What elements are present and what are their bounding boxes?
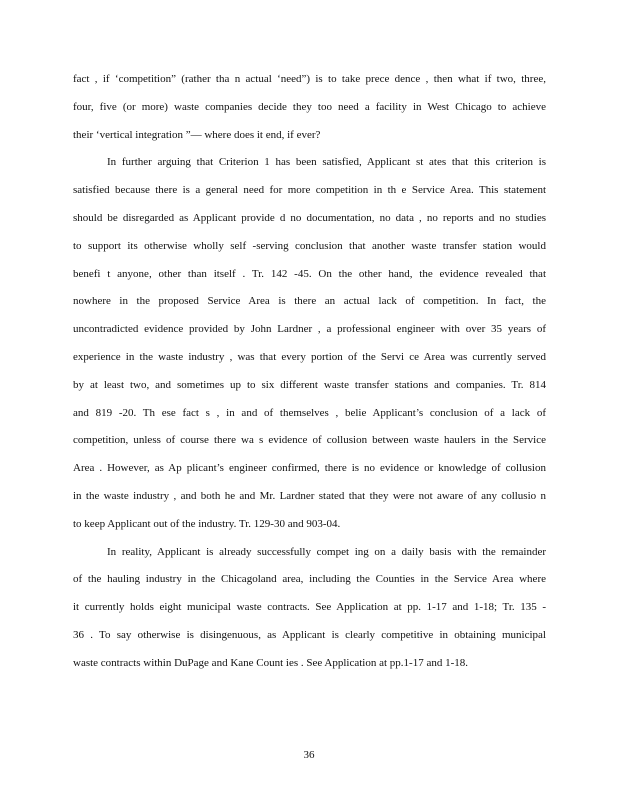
text-line: fact , if ‘competition” (rather tha n actual ‘need”) is to take prece dence , then what if two, three, — [73, 73, 546, 85]
text-line: in the waste industry , and both he and Mr. Lardner stated that they were not aware of any collusio n — [73, 489, 546, 502]
text-line: Area . However, as Ap plicant’s engineer confirmed, there is no evidence or knowledge of collusion — [73, 462, 546, 475]
text-line: by at least two, and sometimes up to six different waste transfer stations and companies. Tr. 814 — [73, 378, 546, 391]
text-line: nowhere in the proposed Service Area is there an actual lack of competition. In fact, the — [73, 295, 546, 308]
text-line: and 819 -20. Th ese fact s , in and of themselves , belie Applicant’s conclusion of a lack of — [73, 406, 546, 419]
text-line: benefi t anyone, other than itself . Tr. 142 -45. On the other hand, the evidence revealed that — [73, 267, 546, 280]
text-line: it currently holds eight municipal waste contracts. See Application at pp. 1-17 and 1-18; Tr. 135 - — [73, 601, 546, 614]
text-line: of the hauling industry in the Chicagoland area, including the Counties in the Service Area where — [73, 573, 546, 586]
text-line: to keep Applicant out of the industry. Tr. 129-30 and 903-04. — [73, 517, 341, 530]
text-line: In reality, Applicant is already successfully compet ing on a daily basis with the remainder — [107, 545, 546, 558]
text-line: competition, unless of course there wa s evidence of collusion between waste haulers in the Service — [73, 434, 546, 447]
text-line: four, five (or more) waste companies decide they too need a facility in West Chicago to achieve — [73, 100, 546, 113]
body-text — [73, 69, 546, 681]
text-line: waste contracts within DuPage and Kane Count ies . See Application at pp.1-17 and 1-18. — [73, 656, 468, 669]
text-line: to support its otherwise wholly self -serving conclusion that another waste transfer station would — [73, 239, 546, 252]
text-line: In further arguing that Criterion 1 has been satisfied, Applicant st ates that this criterion is — [107, 156, 546, 169]
text-line: satisfied because there is a general need for more competition in th e Service Area. This statement — [73, 184, 546, 197]
text-line: their ‘vertical integration ”— where does it end, if ever? — [73, 128, 321, 141]
text-line: uncontradicted evidence provided by John Lardner , a professional engineer with over 35 years of — [73, 323, 546, 336]
page-number: 36 — [303, 749, 315, 761]
text-line: should be disregarded as Applicant provide d no documentation, no data , no reports and no studies — [73, 211, 546, 224]
text-line: 36 . To say otherwise is disingenuous, as Applicant is clearly competitive in obtaining municipal — [73, 628, 546, 641]
text-line: experience in the waste industry , was that every portion of the Servi ce Area was currently served — [73, 350, 546, 363]
